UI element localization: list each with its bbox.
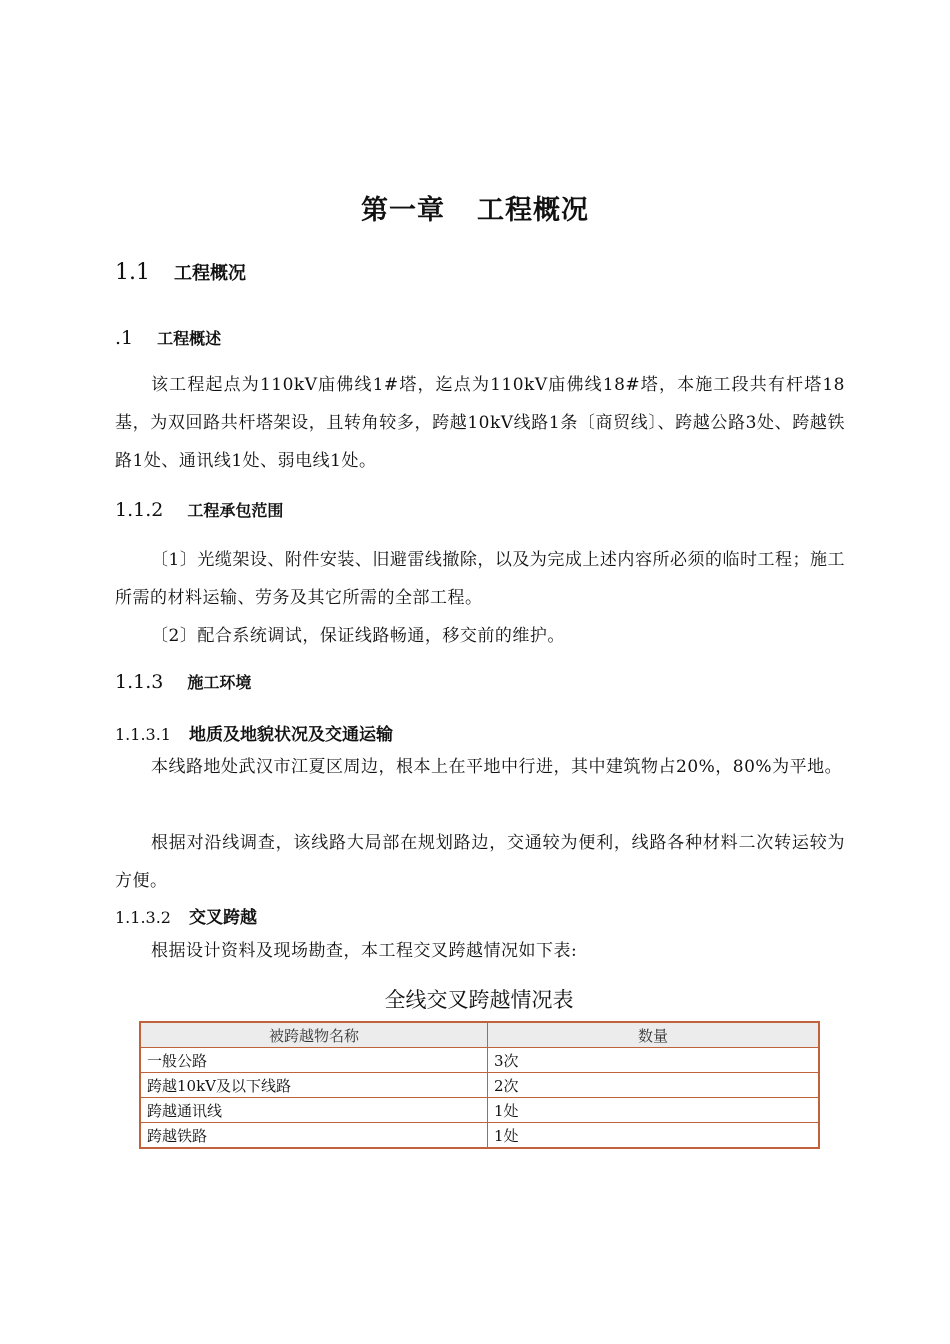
table-row <box>140 1073 819 1098</box>
section-number: 1.1.3.1 <box>115 725 171 744</box>
section-number: 1.1.3 <box>115 671 164 693</box>
section-number: 1.1 <box>115 260 150 285</box>
geology-paragraph-1: 本线路地处武汉市江夏区周边，根本上在平地中行进，其中建筑物占20%，80%为平地。 <box>151 757 843 777</box>
table-header-row <box>140 1022 819 1048</box>
chapter-heading <box>0 188 950 227</box>
table-cell: 跨越通讯线 <box>140 1098 488 1123</box>
table-header-cell: 被跨越物名称 <box>140 1022 488 1048</box>
table-cell: 3次 <box>488 1048 820 1073</box>
section-heading-overview <box>115 326 221 349</box>
section-number: 1.1.2 <box>115 499 164 521</box>
table-cell: 1处 <box>488 1098 820 1123</box>
table-row <box>140 1123 819 1149</box>
section-title: 工程承包范围 <box>187 501 284 520</box>
section-heading-1-1-3 <box>115 670 251 693</box>
crossing-table <box>139 1021 820 1149</box>
table-cell: 跨越铁路 <box>140 1123 488 1149</box>
section-title: 交叉跨越 <box>188 908 257 928</box>
section-number: 1.1.3.2 <box>115 908 171 927</box>
section-title: 工程概述 <box>157 329 222 348</box>
chapter-title: 工程概况 <box>477 195 589 226</box>
table-header-cell: 数量 <box>488 1022 820 1048</box>
section-heading-1-1 <box>115 259 246 285</box>
geology-paragraph-2: 根据对沿线调查，该线路大局部在规划路边，交通较为便利，线路各种材料二次转运较为方便。 <box>115 833 845 891</box>
table-cell: 2次 <box>488 1073 820 1098</box>
table-title: 全线交叉跨越情况表 <box>384 988 574 1012</box>
scope-item-2: 〔2〕配合系统调试，保证线路畅通，移交前的维护。 <box>151 626 565 646</box>
chapter-number: 第一章 <box>361 195 445 226</box>
table-row <box>140 1098 819 1123</box>
section-heading-1-1-3-2 <box>115 903 257 928</box>
section-title: 工程概况 <box>174 263 246 284</box>
section-heading-1-1-3-1 <box>115 720 393 745</box>
section-title: 地质及地貌状况及交通运输 <box>188 725 393 745</box>
table-row <box>140 1048 819 1073</box>
table-cell: 1处 <box>488 1123 820 1149</box>
scope-item-1: 〔1〕光缆架设、附件安装、旧避雷线撤除，以及为完成上述内容所必须的临时工程；施工所需的材料运输、劳务及其它所需的全部工程。 <box>115 550 845 608</box>
section-title: 施工环境 <box>187 673 252 692</box>
overview-paragraph: 该工程起点为110kV庙佛线1#塔，迄点为110kV庙佛线18#塔，本施工段共有杆塔18基，为双回路共杆塔架设，且转角较多，跨越10kV线路1条〔商贸线〕、跨越公路3处、跨越铁路1处、通讯线1处、弱电线1处。 <box>115 375 845 471</box>
table-cell: 跨越10kV及以下线路 <box>140 1073 488 1098</box>
table-cell: 一般公路 <box>140 1048 488 1073</box>
section-heading-1-1-2 <box>115 498 283 521</box>
crossing-intro: 根据设计资料及现场勘查，本工程交叉跨越情况如下表: <box>151 941 578 961</box>
section-number: .1 <box>115 327 134 349</box>
